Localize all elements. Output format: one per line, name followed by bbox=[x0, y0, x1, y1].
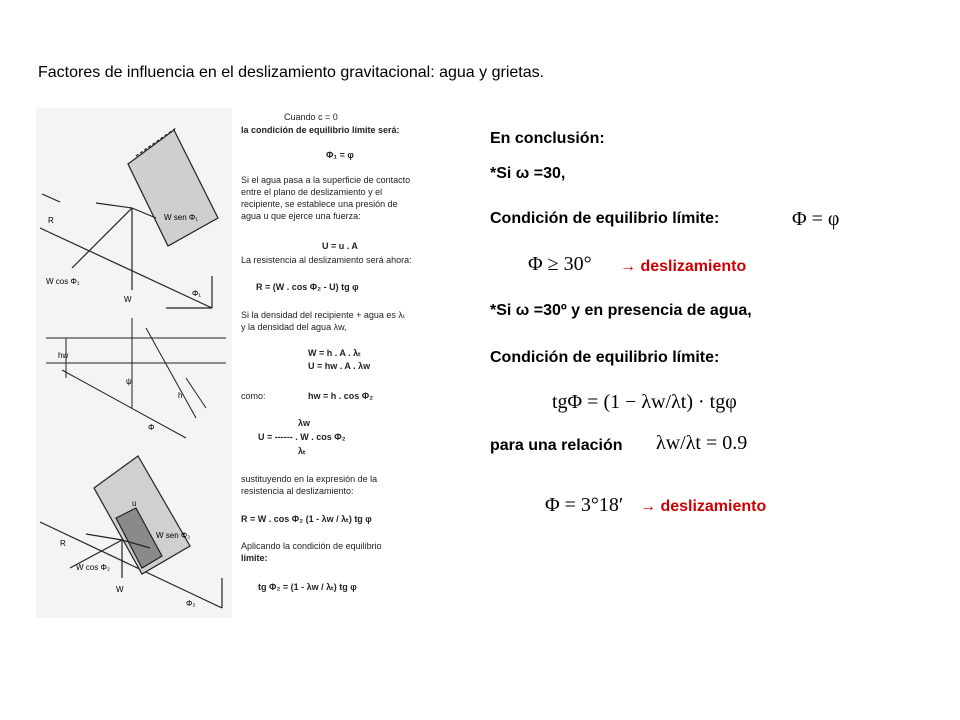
result-2-text: deslizamiento bbox=[656, 498, 767, 515]
label-u: u bbox=[132, 499, 137, 508]
label-psi: ψ bbox=[126, 377, 132, 386]
label-r1: R bbox=[48, 216, 54, 225]
scan-line: Si la densidad del recipiente + agua es λₜ bbox=[241, 310, 406, 320]
case-1: *Si ω =30, bbox=[490, 165, 566, 182]
scan-line: λw bbox=[298, 418, 311, 428]
result-1-text: deslizamiento bbox=[636, 258, 747, 275]
label-phi1: Φ₁ bbox=[192, 289, 202, 298]
scan-line: U = hw . A . λw bbox=[308, 361, 371, 371]
label-w-cos-phi1: W cos Φ₁ bbox=[46, 277, 80, 286]
label-phi: Φ bbox=[148, 423, 155, 432]
scan-line: λₜ bbox=[298, 446, 306, 456]
scan-line: tg Φ₂ = (1 - λw / λₜ) tg φ bbox=[258, 582, 357, 592]
scan-line: W = h . A . λₜ bbox=[308, 348, 361, 358]
equation-1: Φ = φ bbox=[792, 208, 840, 230]
label-w-sen-phi2: W sen Φ₂ bbox=[156, 531, 191, 540]
scan-line: R = W . cos Φ₂ (1 - λw / λₜ) tg φ bbox=[241, 514, 372, 524]
scan-line: límite: bbox=[241, 553, 268, 563]
result-2 bbox=[640, 498, 766, 516]
scanned-figure bbox=[36, 108, 466, 618]
label-w-sen-phi1: W sen Φ₁ bbox=[164, 213, 198, 222]
label-r2: R bbox=[60, 539, 66, 548]
scan-line: recipiente, se establece una presión de bbox=[241, 199, 398, 209]
scan-line: R = (W . cos Φ₂ - U) tg φ bbox=[256, 282, 359, 292]
inequality-1: Φ ≥ 30° bbox=[528, 253, 592, 275]
equation-2: tgΦ = (1 − λw/λt) · tgφ bbox=[552, 391, 737, 413]
label-h: h bbox=[178, 391, 183, 400]
scan-line: U = u . A bbox=[322, 241, 358, 251]
scan-line: y la densidad del agua λw, bbox=[241, 322, 347, 332]
label-w2: W bbox=[116, 585, 124, 594]
scan-line: como: bbox=[241, 391, 266, 401]
scan-line: U = ------ . W . cos Φ₂ bbox=[258, 432, 346, 442]
page-title: Factores de influencia en el deslizamiento gravitacional: agua y grietas. bbox=[38, 64, 545, 81]
label-w1: W bbox=[124, 295, 132, 304]
scan-line: Cuando c = 0 bbox=[284, 112, 338, 122]
scan-line: La resistencia al deslizamiento será ahora: bbox=[241, 255, 412, 265]
label-hw: hw bbox=[58, 351, 69, 360]
scan-line: Si el agua pasa a la superficie de contacto bbox=[241, 175, 411, 185]
relation-label: para una relación bbox=[490, 437, 623, 454]
result-1 bbox=[620, 258, 746, 276]
label-phi2: Φ₂ bbox=[186, 599, 196, 608]
scan-line: agua u que ejerce una fuerza: bbox=[241, 211, 361, 221]
scan-line: resistencia al deslizamiento: bbox=[241, 486, 354, 496]
arrow-right-icon: → bbox=[640, 498, 656, 515]
case-2: *Si ω =30º y en presencia de agua, bbox=[490, 302, 752, 319]
label-w-cos-phi2: W cos Φ₂ bbox=[76, 563, 110, 572]
scan-line: hw = h . cos Φ₂ bbox=[308, 391, 374, 401]
scan-line: Φ₁ = φ bbox=[326, 150, 354, 160]
equation-3: Φ = 3°18′ bbox=[545, 494, 624, 516]
relation-equation: λw/λt = 0.9 bbox=[656, 432, 748, 454]
scan-line: la condición de equilibrio límite será: bbox=[241, 125, 400, 135]
condition-1: Condición de equilibrio límite: bbox=[490, 210, 720, 227]
scanned-figure-svg bbox=[36, 108, 466, 618]
arrow-right-icon: → bbox=[620, 258, 636, 275]
scan-line: sustituyendo en la expresión de la bbox=[241, 474, 378, 484]
condition-2: Condición de equilibrio límite: bbox=[490, 349, 720, 366]
scan-line: entre el plano de deslizamiento y el bbox=[241, 187, 383, 197]
scan-line: Aplicando la condición de equilibrio bbox=[241, 541, 382, 551]
conclusion-heading: En conclusión: bbox=[490, 130, 605, 147]
